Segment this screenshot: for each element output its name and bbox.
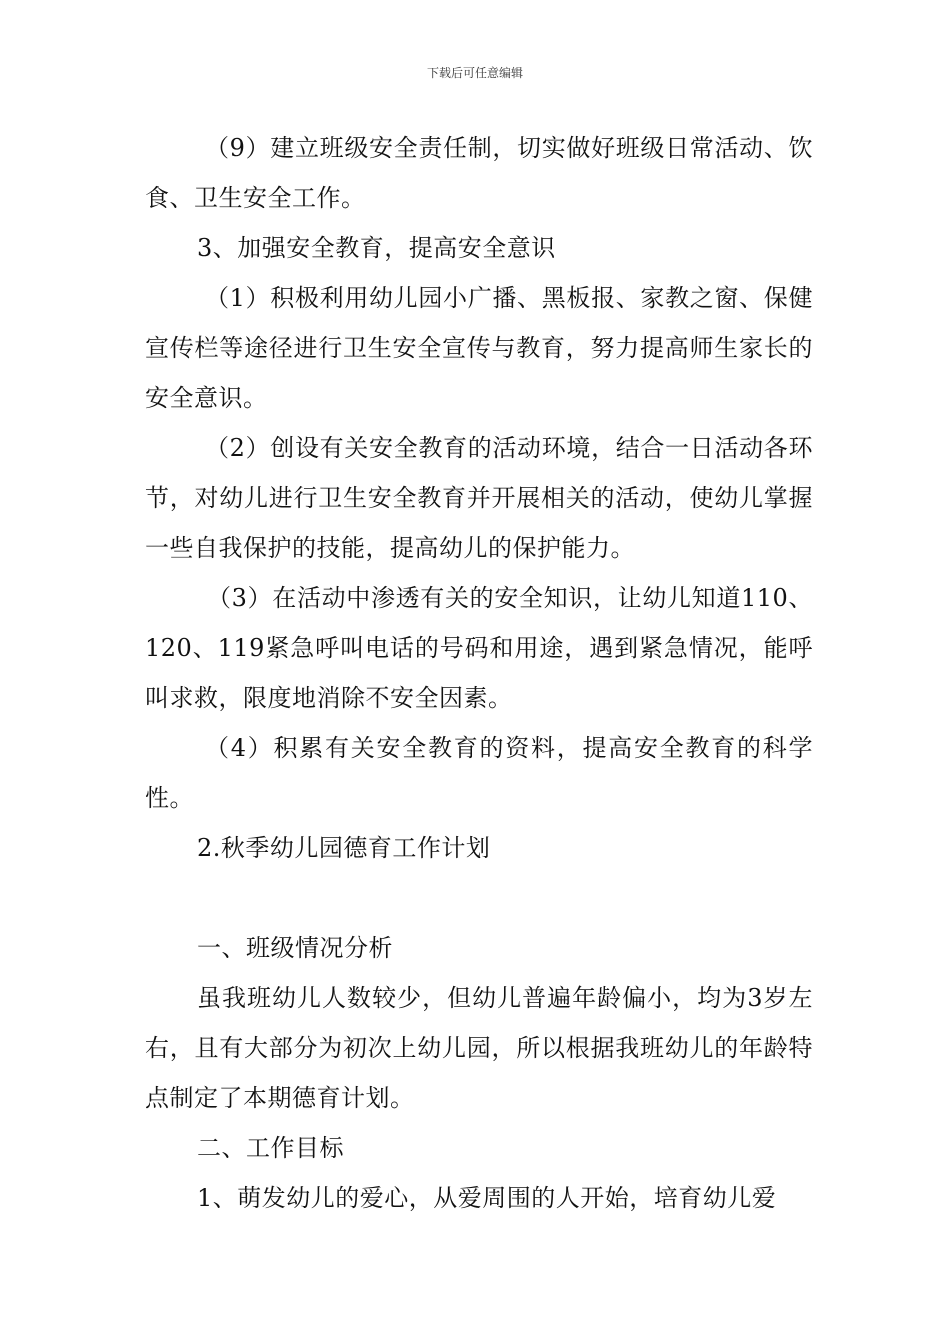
heading-class-analysis: 一、班级情况分析: [197, 934, 393, 962]
heading-work-goals: 二、工作目标: [197, 1134, 344, 1162]
paragraph-goal-1: 1、萌发幼儿的爱心，从爱周围的人开始，培育幼儿爱: [197, 1184, 777, 1212]
page-header-note: 下载后可任意编辑: [426, 66, 523, 80]
paragraph-emergency-numbers: （3）在活动中渗透有关的安全知识，让幼儿知道110、120、119紧急呼叫电话的号码和用途，遇到紧急情况，能呼叫求救，限度地消除不安全因素。: [145, 584, 813, 712]
paragraph-safety-environment: （2）创设有关安全教育的活动环境，结合一日活动各环节，对幼儿进行卫生安全教育并开展相关的活动，使幼儿掌握一些自我保护的技能，提高幼儿的保护能力。: [145, 434, 813, 562]
paragraph-safety-propaganda: （1）积极利用幼儿园小广播、黑板报、家教之窗、保健宣传栏等途径进行卫生安全宣传与教育，努力提高师生家长的安全意识。: [145, 284, 813, 412]
paragraph-class-safety-responsibility: （9）建立班级安全责任制，切实做好班级日常活动、饮食、卫生安全工作。: [145, 134, 813, 212]
document-body: [145, 123, 813, 1223]
heading-autumn-moral-plan: 2.秋季幼儿园德育工作计划: [197, 834, 491, 862]
paragraph-class-analysis: 虽我班幼儿人数较少，但幼儿普遍年龄偏小，均为3岁左右，且有大部分为初次上幼儿园，所以根据我班幼儿的年龄特点制定了本期德育计划。: [145, 984, 813, 1112]
paragraph-safety-materials: （4）积累有关安全教育的资料，提高安全教育的科学性。: [145, 734, 813, 812]
blank-line: [145, 873, 813, 923]
heading-strengthen-safety-education: 3、加强安全教育，提高安全意识: [197, 234, 556, 262]
